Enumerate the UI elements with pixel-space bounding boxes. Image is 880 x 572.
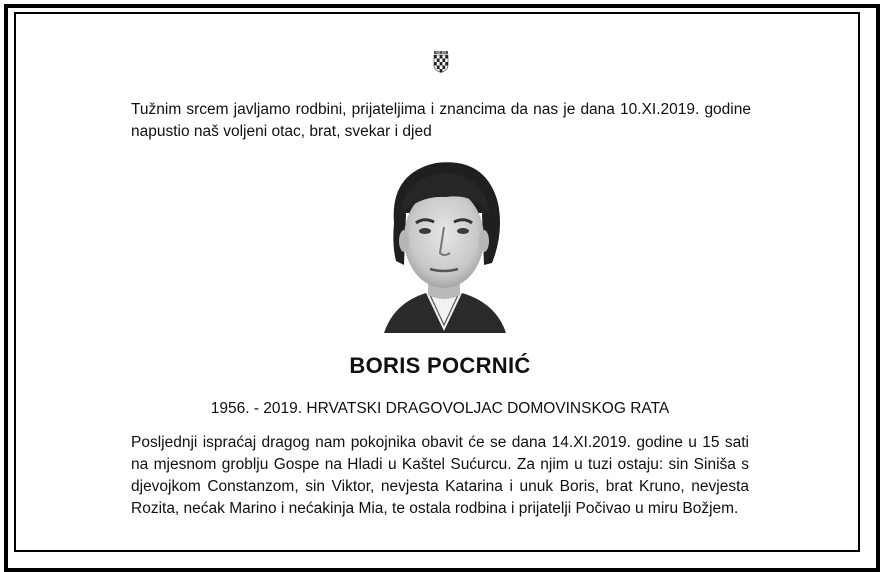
deceased-name: BORIS POCRNIĆ [349,353,531,378]
funeral-details-text: Posljednji ispraćaj dragog nam pokojnika obavit će se dana 14.XI.2019. godine u 15 sati na mjesnom groblju Gospe na Hladi u Kaštel Sućurcu. Za njim u tuzi ostaju: sin Siniša s djevojkom Constanzom, sin Viktor, nevjesta Katarina i unuk Boris, brat Kruno, nevjesta Rozita, nećak Marino i nećakinja Mia, te ostala rodbina i prijatelji Počivao u miru Božjem. [131,434,749,517]
years-and-title: 1956. - 2019. HRVATSKI DRAGOVOLJAC DOMOVINSKOG RATA [210,400,670,417]
coat-of-arms-icon [433,51,449,73]
intro-text: Tužnim srcem javljamo rodbini, prijateljima i znancima da nas je dana 10.XI.2019. godine napustio naš voljeni otac, brat, svekar i djed [131,101,751,140]
portrait-photo [364,153,524,333]
